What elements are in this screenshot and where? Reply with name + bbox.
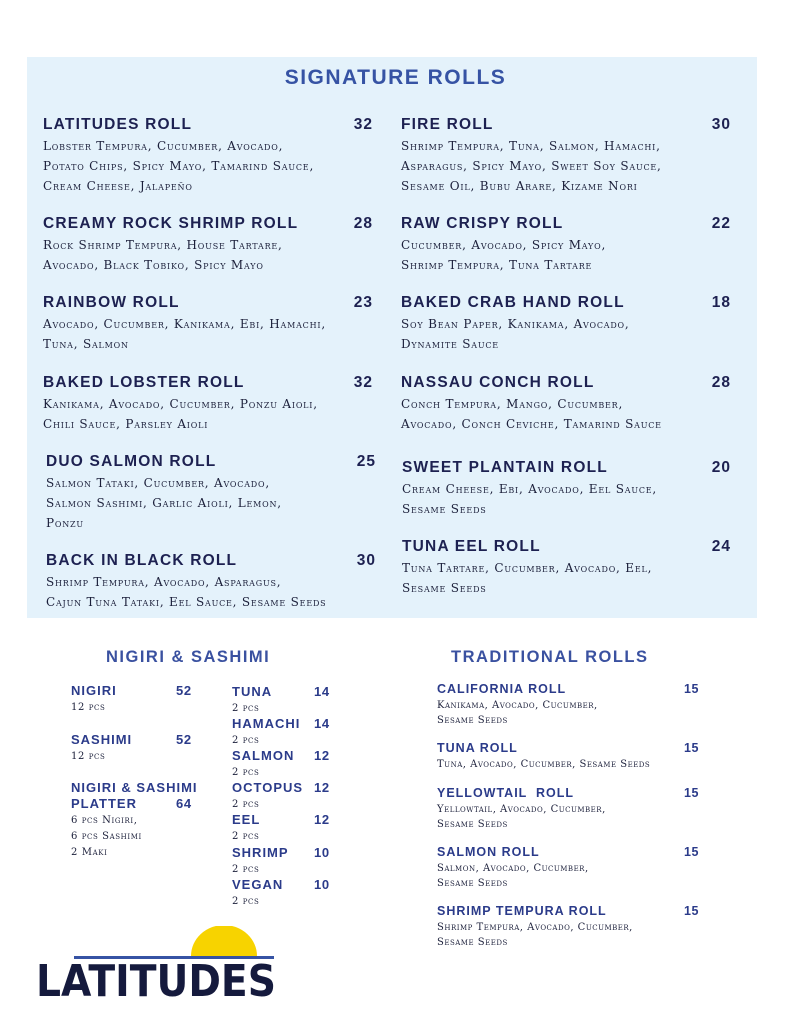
octopus-item-price: 12 — [314, 780, 330, 795]
sashimi-item-price: 52 — [176, 732, 192, 747]
item-name: RAW CRISPY ROLL — [401, 215, 564, 232]
item-description: Cream Cheese, Ebi, Avocado, Eel Sauce, Sesame Seeds — [402, 482, 658, 516]
nigiri-item-name: NIGIRI — [71, 683, 117, 698]
item-price: 22 — [711, 215, 731, 232]
item-description: Cucumber, Avocado, Spicy Mayo, Shrimp Tempura, Tuna Tartare — [401, 238, 607, 272]
item-price: 28 — [711, 374, 731, 391]
menu-item-fire-roll — [401, 115, 731, 196]
platter-item-price: 64 — [176, 796, 192, 811]
item-price: 30 — [356, 552, 376, 569]
nigiri-item-price: 52 — [176, 683, 192, 698]
salmon-roll-price: 15 — [684, 845, 700, 859]
california-roll-name: CALIFORNIA ROLL — [437, 682, 567, 696]
tuna-roll-desc: Tuna, Avocado, Cucumber, Sesame Seeds — [437, 759, 651, 770]
vegan-item-name: VEGAN — [232, 877, 284, 892]
eel-item-price: 12 — [314, 812, 330, 827]
nigiri-item-desc: 12 pcs — [71, 702, 106, 713]
sashimi-item-name: SASHIMI — [71, 732, 133, 747]
shrimp-item-desc: 2 pcs — [232, 864, 260, 875]
sashimi-item-desc: 12 pcs — [71, 751, 106, 762]
yellowtail-roll-name: YELLOWTAIL ROLL — [437, 786, 575, 800]
eel-item-desc: 2 pcs — [232, 831, 260, 842]
menu-item-duo-salmon-roll — [46, 452, 376, 533]
platter-item-name: NIGIRI & SASHIMI PLATTER — [71, 780, 198, 811]
tuna-item-price: 14 — [314, 684, 330, 699]
item-name: DUO SALMON ROLL — [46, 453, 217, 470]
menu-item-nassau-conch-roll — [401, 373, 731, 434]
salmon-roll-name: SALMON ROLL — [437, 845, 540, 859]
eel-item-name: EEL — [232, 812, 261, 827]
octopus-item-name: OCTOPUS — [232, 780, 304, 795]
item-description: Tuna Tartare, Cucumber, Avocado, Eel, Sesame Seeds — [402, 561, 653, 595]
vegan-item-desc: 2 pcs — [232, 896, 260, 907]
salmon-item-price: 12 — [314, 748, 330, 763]
nigiri-sashimi-title: NIGIRI & SASHIMI — [106, 648, 271, 666]
menu-item-tuna-eel-roll — [402, 537, 731, 598]
salmon-roll-desc: Salmon, Avocado, Cucumber, Sesame Seeds — [437, 863, 589, 889]
item-price: 23 — [353, 294, 373, 311]
california-roll-desc: Kanikama, Avocado, Cucumber, Sesame Seeds — [437, 700, 598, 726]
octopus-item-desc: 2 pcs — [232, 799, 260, 810]
item-description: Lobster Tempura, Cucumber, Avocado, Potato Chips, Spicy Mayo, Tamarind Sauce, Cream Cheese, Jalapeño — [43, 139, 315, 193]
signature-rolls-title: SIGNATURE ROLLS — [284, 66, 507, 89]
tuna-roll-price: 15 — [684, 741, 700, 755]
menu-item-rainbow-roll — [43, 293, 373, 354]
item-name: BAKED LOBSTER ROLL — [43, 374, 245, 391]
item-name: NASSAU CONCH ROLL — [401, 374, 595, 391]
menu-item-baked-crab-hand-roll — [401, 293, 731, 354]
logo-sun-icon — [191, 926, 257, 956]
yellowtail-roll-price: 15 — [684, 786, 700, 800]
yellowtail-roll-desc: Yellowtail, Avocado, Cucumber, Sesame Seeds — [437, 804, 606, 830]
item-price: 30 — [711, 116, 731, 133]
salmon-item-desc: 2 pcs — [232, 767, 260, 778]
platter-item-desc: 6 pcs Nigiri, 6 pcs Sashimi 2 Maki — [71, 815, 142, 858]
item-description: Salmon Tataki, Cucumber, Avocado, Salmon Sashimi, Garlic Aioli, Lemon, Ponzu — [46, 476, 282, 530]
item-price: 32 — [353, 374, 373, 391]
menu-item-raw-crispy-roll — [401, 214, 731, 275]
item-description: Rock Shrimp Tempura, House Tartare, Avocado, Black Tobiko, Spicy Mayo — [43, 238, 283, 272]
item-name: BACK IN BLACK ROLL — [46, 552, 238, 569]
menu-item-sweet-plantain-roll — [402, 458, 731, 519]
item-price: 18 — [711, 294, 731, 311]
item-description: Kanikama, Avocado, Cucumber, Ponzu Aioli, Chili Sauce, Parsley Aioli — [43, 397, 318, 431]
tuna-item-name: TUNA — [232, 684, 273, 699]
item-price: 20 — [711, 459, 731, 476]
item-name: TUNA EEL ROLL — [402, 538, 541, 555]
hamachi-item-desc: 2 pcs — [232, 735, 260, 746]
shrimp-item-price: 10 — [314, 845, 330, 860]
item-name: FIRE ROLL — [401, 116, 494, 133]
item-name: CREAMY ROCK SHRIMP ROLL — [43, 215, 299, 232]
salmon-item-name: SALMON — [232, 748, 295, 763]
item-price: 24 — [711, 538, 731, 555]
item-description: Conch Tempura, Mango, Cucumber, Avocado, Conch Ceviche, Tamarind Sauce — [401, 397, 662, 431]
tuna-roll-name: TUNA ROLL — [437, 741, 518, 755]
menu-item-back-in-black-roll — [46, 551, 376, 612]
item-name: RAINBOW ROLL — [43, 294, 180, 311]
hamachi-item-name: HAMACHI — [232, 716, 301, 731]
menu-item-latitudes-roll — [43, 115, 373, 196]
item-price: 28 — [353, 215, 373, 232]
shrimp-tempura-roll-price: 15 — [684, 904, 700, 918]
shrimp-tempura-roll-desc: Shrimp Tempura, Avocado, Cucumber, Sesame Seeds — [437, 922, 633, 948]
item-price: 32 — [353, 116, 373, 133]
latitudes-logo — [36, 926, 281, 1004]
shrimp-tempura-roll-name: SHRIMP TEMPURA ROLL — [437, 904, 607, 918]
item-description: Soy Bean Paper, Kanikama, Avocado, Dynamite Sauce — [401, 317, 630, 351]
item-description: Avocado, Cucumber, Kanikama, Ebi, Hamachi, Tuna, Salmon — [43, 317, 326, 351]
hamachi-item-price: 14 — [314, 716, 330, 731]
item-name: LATITUDES ROLL — [43, 116, 193, 133]
shrimp-item-name: SHRIMP — [232, 845, 289, 860]
menu-item-baked-lobster-roll — [43, 373, 373, 434]
california-roll-price: 15 — [684, 682, 700, 696]
item-name: BAKED CRAB HAND ROLL — [401, 294, 625, 311]
tuna-item-desc: 2 pcs — [232, 703, 260, 714]
item-description: Shrimp Tempura, Avocado, Asparagus, Cajun Tuna Tataki, Eel Sauce, Sesame Seeds — [46, 575, 327, 609]
logo-wordmark: LATITUDES — [36, 956, 276, 1004]
menu-item-creamy-rock-shrimp-roll — [43, 214, 373, 275]
traditional-rolls-title: TRADITIONAL ROLLS — [451, 648, 649, 666]
vegan-item-price: 10 — [314, 877, 330, 892]
item-name: SWEET PLANTAIN ROLL — [402, 459, 608, 476]
item-description: Shrimp Tempura, Tuna, Salmon, Hamachi, Asparagus, Spicy Mayo, Sweet Soy Sauce, Sesame Oil, Bubu Arare, Kizame Nori — [401, 139, 662, 193]
item-price: 25 — [356, 453, 376, 470]
